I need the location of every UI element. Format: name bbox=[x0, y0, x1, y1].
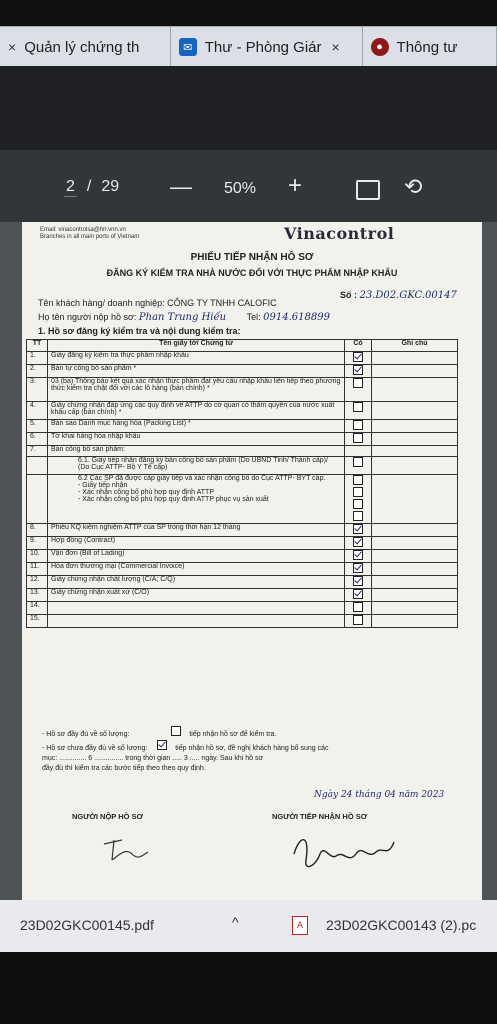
row-tt: 13. bbox=[27, 589, 48, 602]
row-note bbox=[372, 576, 458, 589]
row-name: Giấy chứng nhận chất lượng (C/A; C/Q) bbox=[48, 576, 345, 589]
col-ghi-chu: Ghi chú bbox=[372, 340, 458, 352]
table-row bbox=[27, 365, 458, 378]
close-icon[interactable]: × bbox=[8, 39, 17, 55]
fit-page-icon[interactable] bbox=[356, 180, 380, 200]
footer-line-1 bbox=[42, 726, 462, 740]
footer-line-2a: - Hồ sơ chưa đầy đủ về số lượng: bbox=[42, 745, 148, 752]
signer-left: NGƯỜI NỘP HỒ SƠ bbox=[72, 812, 143, 821]
row-tt bbox=[27, 457, 48, 475]
row-note bbox=[372, 457, 458, 475]
row-tt: 15. bbox=[27, 615, 48, 628]
footer-line-2b: tiếp nhận hồ sơ, đề nghị khách hàng bổ sung các bbox=[175, 745, 329, 752]
row-note bbox=[372, 615, 458, 628]
row-name: Giấy đăng ký kiểm tra thực phẩm nhập khẩu bbox=[48, 352, 345, 365]
footer-line-1b: tiếp nhận hồ sơ để kiểm tra. bbox=[189, 731, 277, 738]
row-tt: 6. bbox=[27, 433, 48, 446]
table-row bbox=[27, 563, 458, 576]
tab-label: Quản lý chứng th bbox=[24, 38, 140, 56]
row-name: Hợp đồng (Contract) bbox=[48, 537, 345, 550]
footer-line-4: đầy đủ thì kiểm tra các bước tiếp theo theo quy định. bbox=[42, 765, 206, 772]
empty-checkbox bbox=[353, 615, 363, 625]
row-tt: 4. bbox=[27, 402, 48, 420]
row-note bbox=[372, 524, 458, 537]
row-checkbox-cell bbox=[345, 420, 372, 433]
row-checkbox-cell bbox=[345, 402, 372, 420]
row-tt: 1. bbox=[27, 352, 48, 365]
row-name bbox=[48, 602, 345, 615]
row-note bbox=[372, 475, 458, 524]
row-tt: 2. bbox=[27, 365, 48, 378]
row-checkbox-cell bbox=[345, 589, 372, 602]
zoom-level[interactable]: 50% bbox=[224, 180, 257, 197]
row-name: 03 (ba) Thông báo kết quả xác nhận thực phẩm đạt yêu cầu nhập khẩu liên tiếp theo phương thức kiểm tra chặt đối với các lô hàng (bản chính) * bbox=[48, 378, 345, 402]
row-checkbox-cell bbox=[345, 524, 372, 537]
empty-checkbox bbox=[353, 433, 363, 443]
submitter-label: Họ tên người nộp hồ sơ: bbox=[38, 312, 137, 322]
row-note bbox=[372, 420, 458, 433]
row-checkbox-cell bbox=[345, 457, 372, 475]
downloads-bar bbox=[0, 900, 497, 952]
row-name: Vận đơn (Bill of Lading) bbox=[48, 550, 345, 563]
row-name: Bản công bố sản phẩm: bbox=[48, 446, 345, 457]
checked-checkbox bbox=[353, 563, 363, 573]
signer-right: NGƯỜI TIẾP NHẬN HỒ SƠ bbox=[272, 812, 368, 821]
pdf-file-icon: A bbox=[292, 916, 308, 935]
checkbox-incomplete bbox=[157, 740, 167, 750]
row-checkbox-cell bbox=[345, 602, 372, 615]
doc-number bbox=[340, 290, 457, 301]
tab-thu-phong-giam[interactable] bbox=[171, 27, 363, 67]
doc-title: PHIẾU TIẾP NHẬN HỒ SƠ bbox=[190, 252, 314, 263]
pdf-viewer[interactable] bbox=[0, 222, 497, 900]
row-note bbox=[372, 352, 458, 365]
row-name: 6.2 Các SP đã được cấp giấy tiếp và xác nhận công bố do Cục ATTP- BYT cấp. - Giấy tiếp nhận - Xác nhận công bố phù hợp quy định ATTP - Xác nhận công bố phù hợp quy định ATTP phục vụ sản xuất bbox=[48, 475, 345, 524]
checked-checkbox bbox=[353, 576, 363, 586]
table-row bbox=[27, 615, 458, 628]
col-co: Có bbox=[345, 340, 372, 352]
row-note bbox=[372, 563, 458, 576]
row-checkbox-cell bbox=[345, 433, 372, 446]
empty-checkbox bbox=[353, 378, 363, 388]
row-note bbox=[372, 433, 458, 446]
table-header-row bbox=[27, 340, 458, 352]
site-icon: ● bbox=[371, 38, 389, 56]
submitter-name: Phan Trung Hiếu bbox=[138, 312, 227, 323]
checked-checkbox bbox=[353, 589, 363, 599]
checked-checkbox bbox=[353, 352, 363, 362]
bottom-bezel bbox=[0, 952, 497, 1024]
tel-value: 0914.618899 bbox=[263, 312, 330, 323]
empty-checkbox bbox=[353, 402, 363, 412]
table-row bbox=[27, 475, 458, 524]
doc-number-label: Số : bbox=[340, 290, 357, 300]
col-tt: TT bbox=[27, 340, 48, 352]
row-checkbox-cell bbox=[345, 475, 372, 524]
row-checkbox-cell bbox=[345, 537, 372, 550]
checked-checkbox bbox=[353, 524, 363, 534]
pdf-toolbar bbox=[0, 150, 497, 222]
table-row bbox=[27, 524, 458, 537]
tab-quan-ly-chung-thu[interactable] bbox=[0, 27, 171, 67]
checkbox-complete bbox=[171, 726, 181, 736]
row-tt: 3. bbox=[27, 378, 48, 402]
download-item-2[interactable]: 23D02GKC00143 (2).pc bbox=[326, 917, 477, 933]
row-name: Bản tự công bố sản phẩm * bbox=[48, 365, 345, 378]
document-page bbox=[22, 222, 482, 900]
tab-thong-tu[interactable] bbox=[363, 27, 497, 67]
row-checkbox-cell bbox=[345, 615, 372, 628]
row-tt: 10. bbox=[27, 550, 48, 563]
zoom-out-button[interactable]: — bbox=[170, 174, 192, 199]
empty-checkbox bbox=[353, 457, 363, 467]
empty-checkbox bbox=[353, 499, 363, 509]
total-pages: 29 bbox=[101, 178, 120, 195]
table-row bbox=[27, 402, 458, 420]
doc-number-value: 23.D02.GKC.00147 bbox=[359, 290, 457, 301]
table-row bbox=[27, 420, 458, 433]
close-icon[interactable]: × bbox=[331, 39, 340, 55]
row-checkbox-cell bbox=[345, 352, 372, 365]
footer-line-1a: - Hồ sơ đầy đủ về số lượng: bbox=[42, 731, 130, 738]
table-row bbox=[27, 589, 458, 602]
row-tt: 7. bbox=[27, 446, 48, 457]
table-row bbox=[27, 576, 458, 589]
browser-tab-strip bbox=[0, 26, 497, 67]
checked-checkbox bbox=[353, 550, 363, 560]
row-note bbox=[372, 550, 458, 563]
documents-table bbox=[26, 339, 458, 628]
rotate-icon[interactable]: ⟲ bbox=[404, 174, 423, 199]
row-tt: 5. bbox=[27, 420, 48, 433]
doc-subtitle: ĐĂNG KÝ KIỂM TRA NHÀ NƯỚC ĐỐI VỚI THỰC PHẨM NHẬP KHẨU bbox=[106, 268, 398, 278]
row-checkbox-cell bbox=[345, 446, 372, 457]
row-checkbox-cell bbox=[345, 378, 372, 402]
signature-left-icon bbox=[102, 834, 152, 864]
row-checkbox-cell bbox=[345, 550, 372, 563]
vinacontrol-logo: Vinacontrol bbox=[284, 224, 395, 243]
table-row bbox=[27, 446, 458, 457]
row-note bbox=[372, 602, 458, 615]
row-name: 6.1. Giấy tiếp nhận đăng ký bản công bố sản phẩm (Do UBND Tỉnh/ Thành cấp)/ (Do Cục ATTP- Bộ Y Tế cấp) bbox=[48, 457, 345, 475]
row-tt: 8. bbox=[27, 524, 48, 537]
row-tt: 9. bbox=[27, 537, 48, 550]
empty-checkbox bbox=[353, 475, 363, 485]
row-tt: 14. bbox=[27, 602, 48, 615]
row-tt: 11. bbox=[27, 563, 48, 576]
row-note bbox=[372, 365, 458, 378]
empty-checkbox bbox=[353, 602, 363, 612]
customer-line: Tên khách hàng/ doanh nghiệp: CÔNG TY TNHH CALOFIC bbox=[38, 298, 277, 308]
row-note bbox=[372, 537, 458, 550]
section-title: 1. Hồ sơ đăng ký kiểm tra và nội dung kiểm tra: bbox=[38, 326, 241, 336]
table-row bbox=[27, 433, 458, 446]
row-name: Hóa đơn thương mại (Commercial Invoice) bbox=[48, 563, 345, 576]
table-row bbox=[27, 457, 458, 475]
download-item-1[interactable]: 23D02GKC00145.pdf bbox=[20, 917, 154, 933]
page-indicator bbox=[64, 178, 119, 197]
signature-right-icon bbox=[290, 830, 400, 876]
row-name: Phiếu KQ kiểm nghiệm ATTP của SP trong thời hạn 12 tháng bbox=[48, 524, 345, 537]
row-name: Giấy chứng nhận đáp ứng các quy định về ATTP do cơ quan có thẩm quyền của nước xuất khẩu cấp (bản chính) * bbox=[48, 402, 345, 420]
row-note bbox=[372, 402, 458, 420]
row-checkbox-cell bbox=[345, 563, 372, 576]
tab-label: Thông tư bbox=[396, 38, 458, 56]
row-name: Tờ khai hàng hóa nhập khẩu bbox=[48, 433, 345, 446]
footer-notes bbox=[42, 726, 462, 774]
table-row bbox=[27, 550, 458, 563]
page-separator: / bbox=[86, 178, 92, 195]
table-row bbox=[27, 378, 458, 402]
checked-checkbox bbox=[353, 537, 363, 547]
page-header bbox=[40, 227, 139, 241]
viewer-header-gap bbox=[0, 66, 497, 150]
row-name: Giấy chứng nhận xuất xứ (C/O) bbox=[48, 589, 345, 602]
row-name bbox=[48, 615, 345, 628]
table-row bbox=[27, 602, 458, 615]
row-checkbox-cell bbox=[345, 576, 372, 589]
chevron-up-icon[interactable]: ^ bbox=[232, 914, 239, 930]
tab-label: Thư - Phòng Giár bbox=[204, 38, 322, 56]
zoom-in-button[interactable]: + bbox=[288, 172, 303, 199]
table-row bbox=[27, 352, 458, 365]
row-note bbox=[372, 446, 458, 457]
empty-checkbox bbox=[353, 487, 363, 497]
header-email: Email: vinacontrolsa@hn.vnn.vn bbox=[40, 227, 126, 233]
checked-checkbox bbox=[353, 365, 363, 375]
mail-icon: ✉ bbox=[179, 38, 197, 56]
table-row bbox=[27, 537, 458, 550]
row-checkbox-cell bbox=[345, 365, 372, 378]
row-note bbox=[372, 378, 458, 402]
row-tt: 12. bbox=[27, 576, 48, 589]
sign-date bbox=[314, 790, 444, 800]
header-branches: Branches in all main ports of Vietnam bbox=[40, 234, 140, 240]
row-name: Bản sao Danh mục hàng hóa (Packing List) * bbox=[48, 420, 345, 433]
col-name: Tên giấy tờ/ Chứng từ bbox=[48, 340, 345, 352]
footer-line-3: mục: .............. 6 ............... trong thời gian ..... 3 ..... ngày. Sau khi hồ sơ bbox=[42, 755, 264, 762]
empty-checkbox bbox=[353, 420, 363, 430]
current-page-input[interactable]: 2 bbox=[66, 178, 75, 195]
sign-date-text: Ngày 24 tháng 04 năm 2023 bbox=[314, 790, 445, 800]
empty-checkbox bbox=[353, 511, 363, 521]
row-tt bbox=[27, 475, 48, 524]
footer-line-2 bbox=[42, 740, 462, 754]
tel-label: Tel: bbox=[246, 312, 261, 322]
row-note bbox=[372, 589, 458, 602]
submitter-line bbox=[38, 312, 330, 323]
